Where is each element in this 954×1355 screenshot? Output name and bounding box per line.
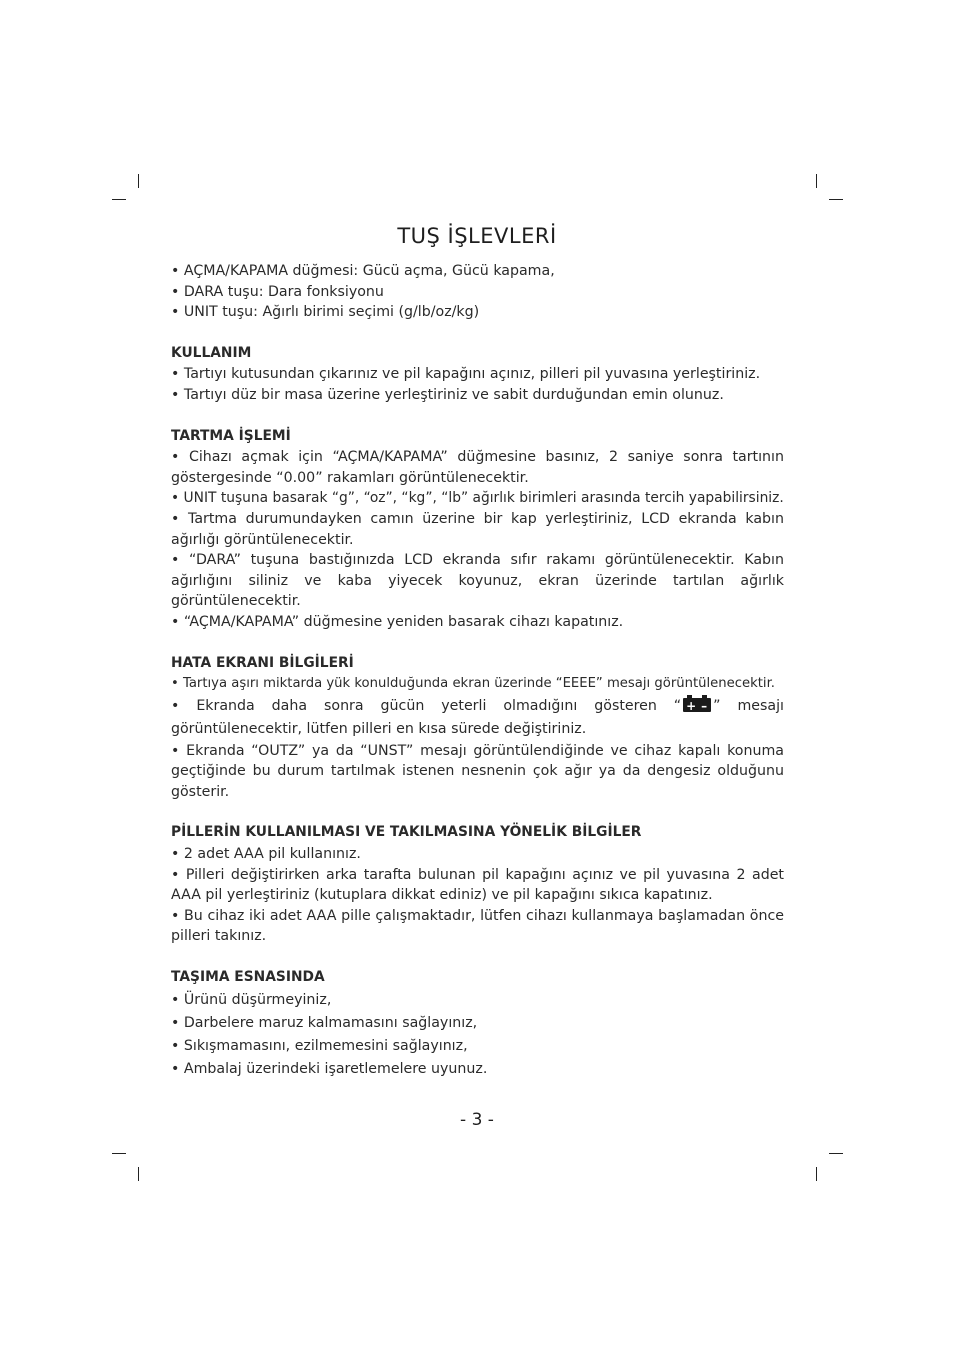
list-item: • Tartıyı kutusundan çıkarınız ve pil kapağını açınız, pilleri pil yuvasına yerleştiriniz. <box>171 366 761 383</box>
page-title: TUŞ İŞLEVLERİ <box>397 224 557 248</box>
list-item: • “AÇMA/KAPAMA” düğmesine yeniden basarak cihazı kapatınız. <box>171 613 624 630</box>
list-item: • Tartıya aşırı miktarda yük konulduğunda ekran üzerinde “EEEE” mesajı görüntülenecektir. <box>171 676 775 692</box>
battery-plus-sign: + <box>686 698 697 713</box>
list-item: • Ekranda “OUTZ” ya da “UNST” mesajı görüntülendiğinde ve cihaz kapalı konuma geçtiğinde bu durum tartılmak istenen nesnenin çok ağır ya da dengesiz olduğunu gösterir. <box>171 742 784 800</box>
crop-mark <box>829 1153 843 1154</box>
list-item: • Ambalaj üzerindeki işaretlemelere uyunuz. <box>171 1060 488 1077</box>
crop-mark <box>112 1153 126 1154</box>
text-before-icon: • Ekranda daha sonra gücün yeterli olmadığını gösteren “ <box>171 697 682 714</box>
section-kullanim <box>171 343 784 406</box>
section-hata <box>171 653 784 803</box>
crop-mark <box>112 199 126 200</box>
list-item: • UNIT tuşu: Ağırlı birimi seçimi (g/lb/oz/kg) <box>171 304 480 321</box>
page-content <box>171 261 784 1081</box>
intro-list <box>171 261 784 323</box>
crop-mark <box>138 1167 139 1181</box>
list-item: • DARA tuşu: Dara fonksiyonu <box>171 283 384 300</box>
section-heading: HATA EKRANI BİLGİLERİ <box>171 654 354 671</box>
list-item: • Sıkışmamasını, ezilmemesini sağlayınız, <box>171 1037 468 1054</box>
list-item: • Tartıyı düz bir masa üzerine yerleştiriniz ve sabit durduğundan emin olunuz. <box>171 386 724 403</box>
list-item: • AÇMA/KAPAMA düğmesi: Gücü açma, Gücü kapama, <box>171 263 555 279</box>
list-item: • Darbelere maruz kalmamasını sağlayınız, <box>171 1014 478 1031</box>
section-tartma <box>171 426 784 633</box>
section-piller <box>171 822 784 947</box>
page-number: - 3 - <box>460 1110 494 1130</box>
section-heading: KULLANIM <box>171 344 252 361</box>
section-heading: TARTMA İŞLEMİ <box>171 427 291 444</box>
list-item: • 2 adet AAA pil kullanınız. <box>171 846 361 863</box>
crop-mark <box>816 1167 817 1181</box>
list-item: • UNIT tuşuna basarak “g”, “oz”, “kg”, “lb” ağırlık birimleri arasında tercih yapabilirsiniz. <box>171 490 784 507</box>
crop-mark <box>138 174 139 188</box>
crop-mark <box>829 199 843 200</box>
list-item: • Bu cihaz iki adet AAA pille çalışmaktadır, lütfen cihazı kullanmaya başlamadan önce pilleri takınız. <box>171 907 784 945</box>
crop-mark <box>816 174 817 188</box>
list-item: • Pilleri değiştirirken arka tarafta bulunan pil kapağını açınız ve pil yuvasına 2 adet AAA pil yerleştiriniz (kutuplara dikkat ediniz) ve pil kapağını sıkıca kapatınız. <box>171 866 784 904</box>
section-heading: PİLLERİN KULLANILMASI VE TAKILMASINA YÖNELİK BİLGİLER <box>171 824 642 841</box>
list-item: • Tartma durumundayken camın üzerine bir kap yerleştiriniz, LCD ekranda kabın ağırlığı görüntülenecektir. <box>171 510 784 548</box>
list-item: • “DARA” tuşuna bastığınızda LCD ekranda sıfır rakamı görüntülenecektir. Kabın ağırlığını siliniz ve kaba yiyecek koyunuz, ekran üzerinde tartılan ağırlık görüntülenecektir. <box>171 552 784 610</box>
section-tasima <box>171 967 784 1081</box>
low-battery-icon <box>683 698 711 712</box>
section-heading: TAŞIMA ESNASINDA <box>171 969 325 986</box>
list-item: • Cihazı açmak için “AÇMA/KAPAMA” düğmesine basınız, 2 saniye sonra tartının göstergesinde “0.00” rakamları görüntülenecektir. <box>171 449 784 486</box>
list-item: • Ürünü düşürmeyiniz, <box>171 991 332 1008</box>
battery-minus-sign: – <box>701 698 708 713</box>
text-after-icon: ” mesajı görüntülenecektir, lütfen pilleri en kısa sürede değiştiriniz. <box>171 697 784 737</box>
list-item <box>171 695 784 741</box>
